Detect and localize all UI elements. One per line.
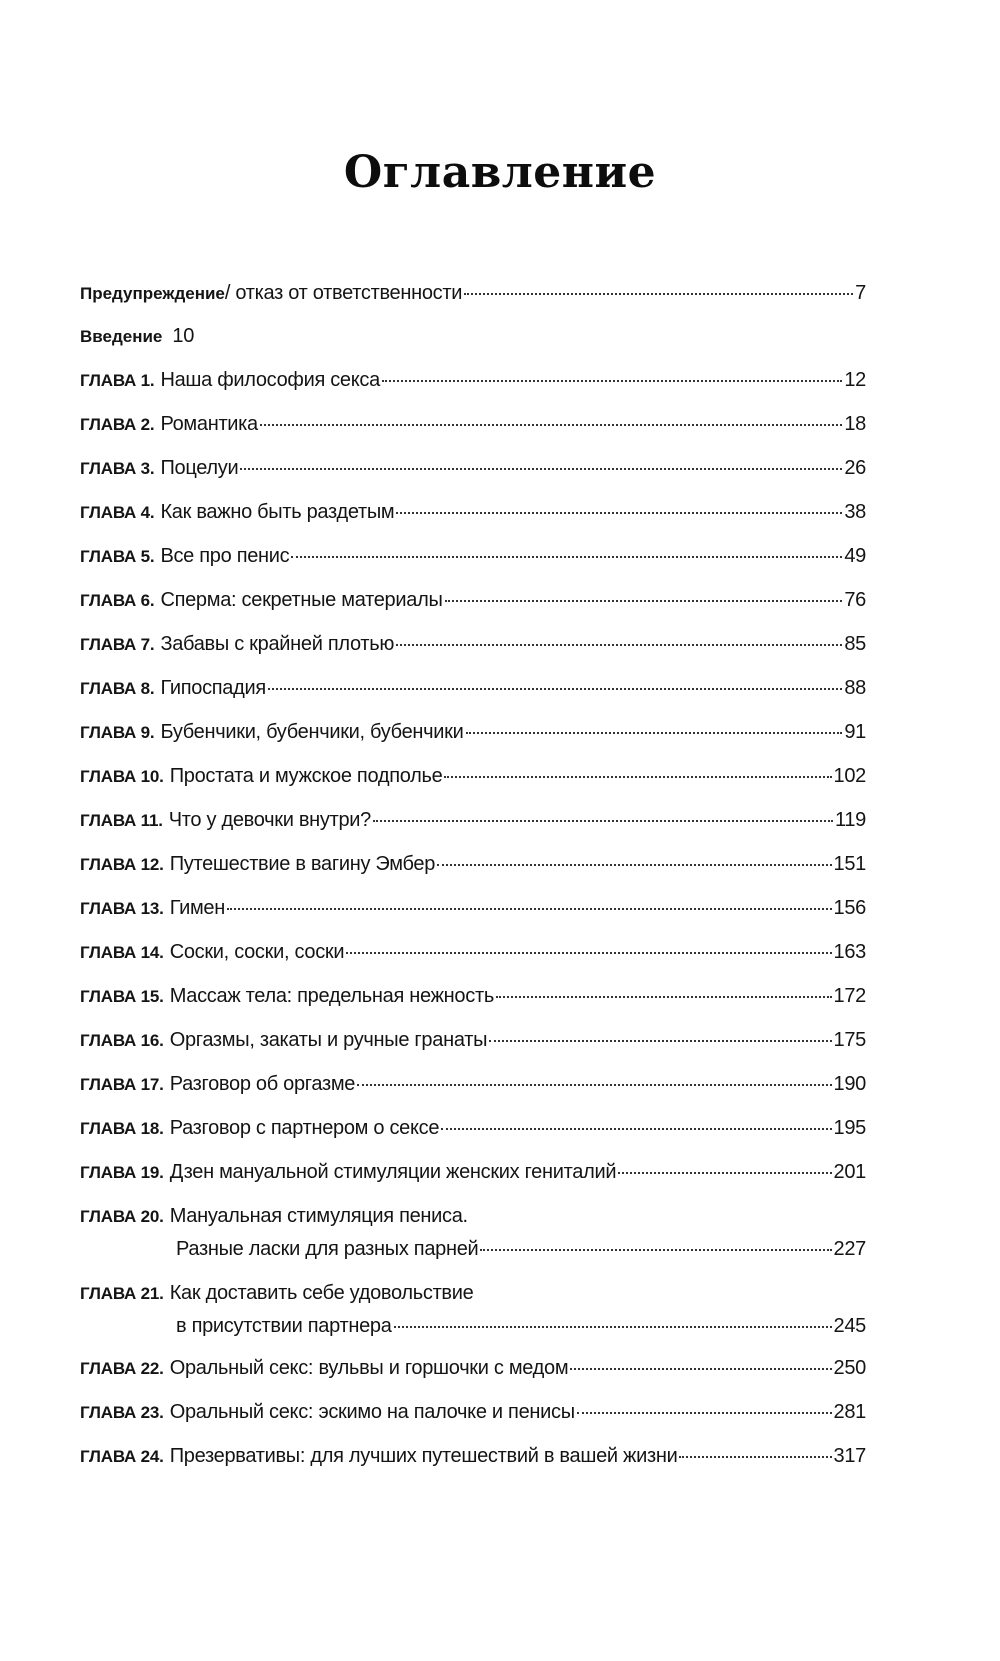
toc-entry-chapter-21[interactable] — [80, 1282, 866, 1310]
chapter-title: Соски, соски, соски — [169, 941, 345, 963]
toc-entry-chapter-18[interactable] — [80, 1117, 866, 1145]
chapter-title: Как важно быть раздетым — [160, 501, 395, 523]
chapter-page: 317 — [833, 1445, 866, 1467]
chapter-label: ГЛАВА 6. — [80, 591, 155, 610]
dot-leader — [618, 1172, 831, 1174]
dot-leader — [396, 512, 842, 514]
toc-entry-chapter-3[interactable] — [80, 457, 866, 485]
dot-leader — [396, 644, 842, 646]
chapter-page: 163 — [833, 941, 866, 963]
chapter-page: 156 — [833, 897, 866, 919]
chapter-title: Простата и мужское подполье — [169, 765, 443, 787]
dot-leader — [260, 424, 842, 426]
toc-entry-chapter-13[interactable] — [80, 897, 866, 925]
chapter-label: ГЛАВА 24. — [80, 1447, 164, 1466]
chapter-title: Наша философия секса — [160, 369, 380, 391]
chapter-title: Как доставить себе удовольствие — [169, 1282, 474, 1304]
chapter-title: Все про пенис — [160, 545, 290, 567]
toc-entry-title: Введение — [80, 327, 163, 346]
dot-leader — [291, 556, 842, 558]
chapter-label: ГЛАВА 18. — [80, 1119, 164, 1138]
chapter-title: Презервативы: для лучших путешествий в вашей жизни — [169, 1445, 678, 1467]
chapter-label: ГЛАВА 10. — [80, 767, 164, 786]
toc-entry-chapter-14[interactable] — [80, 941, 866, 969]
dot-leader — [394, 1326, 832, 1328]
chapter-label: ГЛАВА 12. — [80, 855, 164, 874]
chapter-title: Что у девочки внутри? — [168, 809, 371, 831]
chapter-page: 26 — [844, 457, 866, 479]
toc-entry-title: / отказ от ответственности — [224, 282, 463, 304]
chapter-label: ГЛАВА 22. — [80, 1359, 164, 1378]
chapter-title: Дзен мануальной стимуляции женских гениталий — [169, 1161, 617, 1183]
chapter-page: 151 — [833, 853, 866, 875]
chapter-label: ГЛАВА 17. — [80, 1075, 164, 1094]
toc-entry-chapter-4[interactable] — [80, 501, 866, 529]
chapter-page: 12 — [844, 369, 866, 391]
dot-leader — [679, 1456, 831, 1458]
chapter-title: Разговор с партнером о сексе — [169, 1117, 440, 1139]
toc-entry-chapter-12[interactable] — [80, 853, 866, 881]
toc-entry-chapter-8[interactable] — [80, 677, 866, 705]
dot-leader — [464, 293, 853, 295]
chapter-page: 172 — [833, 985, 866, 1007]
chapter-label: ГЛАВА 1. — [80, 371, 155, 390]
dot-leader — [441, 1128, 831, 1130]
chapter-label: ГЛАВА 3. — [80, 459, 155, 478]
chapter-page: 88 — [844, 677, 866, 699]
chapter-label: ГЛАВА 7. — [80, 635, 155, 654]
chapter-label: ГЛАВА 5. — [80, 547, 155, 566]
chapter-page: 195 — [833, 1117, 866, 1139]
toc-entry-page: 7 — [855, 282, 866, 304]
toc-entry-chapter-9[interactable] — [80, 721, 866, 749]
toc-entry-chapter-16[interactable] — [80, 1029, 866, 1057]
dot-leader — [357, 1084, 831, 1086]
chapter-page: 245 — [833, 1315, 866, 1337]
chapter-title: Разговор об оргазме — [169, 1073, 356, 1095]
toc-entry-chapter-11[interactable] — [80, 809, 866, 837]
toc-entry-chapter-6[interactable] — [80, 589, 866, 617]
toc-entry-chapter-21-continued[interactable] — [80, 1315, 866, 1343]
chapter-title: Бубенчики, бубенчики, бубенчики — [160, 721, 464, 743]
chapter-page: 119 — [835, 809, 866, 831]
dot-leader — [489, 1040, 831, 1042]
toc-entry-intro[interactable] — [80, 325, 866, 353]
chapter-title-line2: в присутствии партнера — [176, 1315, 392, 1337]
chapter-page: 91 — [844, 721, 866, 743]
toc-entry-chapter-20[interactable] — [80, 1205, 866, 1233]
toc-entry-warning[interactable] — [80, 282, 866, 310]
chapter-label: ГЛАВА 2. — [80, 415, 155, 434]
dot-leader — [268, 688, 842, 690]
chapter-page: 102 — [833, 765, 866, 787]
dot-leader — [496, 996, 832, 998]
chapter-label: ГЛАВА 20. — [80, 1207, 164, 1226]
dot-leader — [373, 820, 833, 822]
chapter-label: ГЛАВА 4. — [80, 503, 155, 522]
chapter-title: Романтика — [160, 413, 258, 435]
toc-entry-chapter-20-continued[interactable] — [80, 1238, 866, 1266]
chapter-page: 49 — [844, 545, 866, 567]
chapter-page: 76 — [844, 589, 866, 611]
toc-entry-title-bold: Предупреждение — [80, 284, 225, 303]
chapter-page: 281 — [833, 1401, 866, 1423]
chapter-title: Забавы с крайней плотью — [160, 633, 395, 655]
toc-entry-chapter-15[interactable] — [80, 985, 866, 1013]
chapter-page: 85 — [844, 633, 866, 655]
chapter-page: 38 — [844, 501, 866, 523]
chapter-title: Оргазмы, закаты и ручные гранаты — [169, 1029, 488, 1051]
page-title: Оглавление — [343, 147, 657, 199]
chapter-label: ГЛАВА 11. — [80, 811, 163, 830]
chapter-title: Сперма: секретные материалы — [160, 589, 443, 611]
toc-entry-chapter-7[interactable] — [80, 633, 866, 661]
dot-leader — [466, 732, 843, 734]
dot-leader — [445, 600, 843, 602]
chapter-label: ГЛАВА 21. — [80, 1284, 164, 1303]
chapter-title: Оральный секс: эскимо на палочке и пенисы — [169, 1401, 575, 1423]
toc-entry-chapter-19[interactable] — [80, 1161, 866, 1189]
toc-entry-chapter-23[interactable] — [80, 1401, 866, 1429]
chapter-label: ГЛАВА 15. — [80, 987, 164, 1006]
chapter-title: Поцелуи — [160, 457, 239, 479]
chapter-page: 201 — [833, 1161, 866, 1183]
toc-entry-chapter-1[interactable] — [80, 369, 866, 397]
dot-leader — [480, 1249, 831, 1251]
dot-leader — [240, 468, 842, 470]
chapter-label: ГЛАВА 19. — [80, 1163, 164, 1182]
chapter-title: Массаж тела: предельная нежность — [169, 985, 494, 1007]
toc-entry-page: 10 — [172, 325, 195, 347]
chapter-label: ГЛАВА 14. — [80, 943, 164, 962]
toc-entry-chapter-5[interactable] — [80, 545, 866, 573]
dot-leader — [227, 908, 832, 910]
chapter-page: 18 — [844, 413, 866, 435]
dot-leader — [382, 380, 842, 382]
chapter-title: Гимен — [169, 897, 225, 919]
chapter-label: ГЛАВА 16. — [80, 1031, 164, 1050]
chapter-title: Путешествие в вагину Эмбер — [169, 853, 436, 875]
chapter-label: ГЛАВА 8. — [80, 679, 155, 698]
chapter-title: Гипоспадия — [160, 677, 266, 699]
chapter-title: Мануальная стимуляция пениса. — [169, 1205, 468, 1227]
toc-entry-chapter-22[interactable] — [80, 1357, 866, 1385]
chapter-page: 227 — [833, 1238, 866, 1260]
toc-entry-chapter-17[interactable] — [80, 1073, 866, 1101]
chapter-title: Оральный секс: вульвы и горшочки с медом — [169, 1357, 569, 1379]
toc-entry-chapter-10[interactable] — [80, 765, 866, 793]
dot-leader — [346, 952, 831, 954]
chapter-label: ГЛАВА 9. — [80, 723, 155, 742]
dot-leader — [570, 1368, 831, 1370]
chapter-page: 175 — [833, 1029, 866, 1051]
chapter-page: 190 — [833, 1073, 866, 1095]
dot-leader — [444, 776, 831, 778]
toc-entry-chapter-2[interactable] — [80, 413, 866, 441]
dot-leader — [577, 1412, 832, 1414]
dot-leader — [437, 864, 831, 866]
chapter-title-line2: Разные ласки для разных парней — [176, 1238, 479, 1260]
chapter-label: ГЛАВА 13. — [80, 899, 164, 918]
toc-entry-chapter-24[interactable] — [80, 1445, 866, 1473]
chapter-label: ГЛАВА 23. — [80, 1403, 164, 1422]
chapter-page: 250 — [833, 1357, 866, 1379]
